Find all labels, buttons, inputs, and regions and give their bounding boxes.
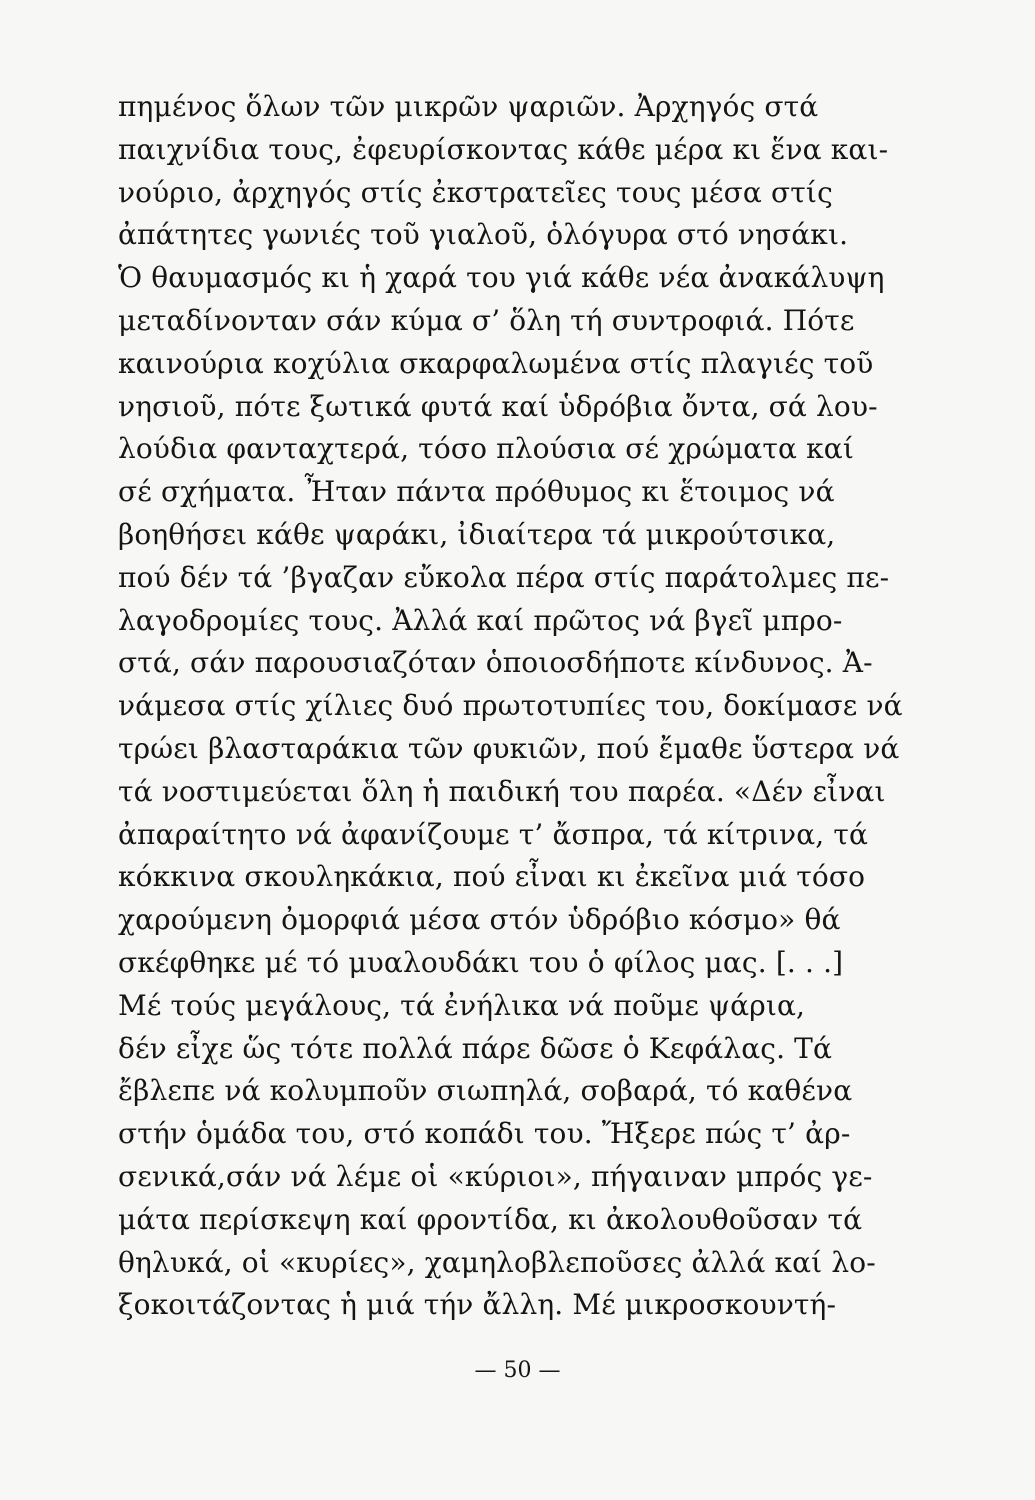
text-line: τρώει βλασταράκια τῶν φυκιῶν, πού ἔμαθε ὕστερα νά — [118, 731, 900, 765]
text-line: σενικά,σάν νά λέμε οἱ «κύριοι», πήγαιναν μπρός γε- — [118, 1159, 873, 1193]
text-line: πού δέν τά ’βγαζαν εὔκολα πέρα στίς παράτολμες πε- — [118, 560, 890, 594]
page-number: — 50 — — [474, 1358, 561, 1383]
text-line: θηλυκά, οἱ «κυρίες», χαμηλοβλεποῦσες ἀλλά καί λο- — [118, 1245, 876, 1279]
text-line: σκέφθηκε μέ τό μυαλουδάκι του ὁ φίλος μας. [. . .] — [118, 945, 844, 979]
text-line: μάτα περίσκεψη καί φροντίδα, κι ἀκολουθοῦσαν τά — [118, 1202, 863, 1236]
text-line: καινούρια κοχύλια σκαρφαλωμένα στίς πλαγιές τοῦ — [118, 346, 874, 380]
text-line: ἀπάτητες γωνιές τοῦ γιαλοῦ, ὁλόγυρα στό νησάκι. — [118, 218, 849, 252]
text-line: στά, σάν παρουσιαζόταν ὁποιοσδήποτε κίνδυνος. Ἀ- — [118, 646, 873, 680]
text-line: χαρούμενη ὀμορφιά μέσα στόν ὑδρόβιο κόσμο» θά — [118, 903, 841, 937]
text-line: ἀπαραίτητο νά ἀφανίζουμε τ’ ἄσπρα, τά κίτρινα, τά — [118, 817, 869, 851]
text-line: νάμεσα στίς χίλιες δυό πρωτοτυπίες του, δοκίμασε νά — [118, 689, 903, 723]
text-line: τά νοστιμεύεται ὅλη ἡ παιδική του παρέα. «Δέν εἶναι — [118, 774, 886, 808]
text-line: σέ σχήματα. Ἦταν πάντα πρόθυμος κι ἕτοιμος νά — [118, 475, 835, 509]
text-line: πημένος ὅλων τῶν μικρῶν ψαριῶν. Ἀρχηγός στά — [118, 90, 819, 123]
text-line: ἔβλεπε νά κολυμποῦν σιωπηλά, σοβαρά, τό καθένα — [118, 1074, 853, 1108]
text-line: Μέ τούς μεγάλους, τά ἐνήλικα νά ποῦμε ψάρια, — [118, 988, 806, 1022]
text-line: στήν ὁμάδα του, στό κοπάδι του. Ἤξερε πώς τ’ ἀρ- — [118, 1117, 851, 1151]
text-line: Ὁ θαυμασμός κι ἡ χαρά του γιά κάθε νέα ἀνακάλυψη — [118, 261, 885, 295]
text-line: κόκκινα σκουληκάκια, πού εἶναι κι ἐκεῖνα μιά τόσο — [118, 860, 866, 894]
text-line: μεταδίνονταν σάν κύμα σ’ ὅλη τή συντροφιά. Πότε — [118, 303, 855, 337]
body-text — [118, 86, 908, 1327]
text-line: δέν εἶχε ὥς τότε πολλά πάρε δῶσε ὁ Κεφάλας. Τά — [118, 1031, 833, 1065]
text-line: βοηθήσει κάθε ψαράκι, ἰδιαίτερα τά μικρούτσικα, — [118, 517, 836, 551]
text-line: λαγοδρομίες τους. Ἀλλά καί πρῶτος νά βγεῖ μπρο- — [118, 603, 843, 637]
text-line: νούριο, ἀρχηγός στίς ἐκστρατεῖες τους μέσα στίς — [118, 175, 833, 209]
text-line: ξοκοιτάζοντας ἡ μιά τήν ἄλλη. Μέ μικροσκουντή- — [118, 1288, 837, 1322]
text-line: λούδια φανταχτερά, τόσο πλούσια σέ χρώματα καί — [118, 432, 854, 466]
text-line: παιχνίδια τους, ἐφευρίσκοντας κάθε μέρα κι ἕνα και- — [118, 132, 889, 166]
text-line: νησιοῦ, πότε ξωτικά φυτά καί ὑδρόβια ὄντα, σά λου- — [118, 389, 878, 423]
